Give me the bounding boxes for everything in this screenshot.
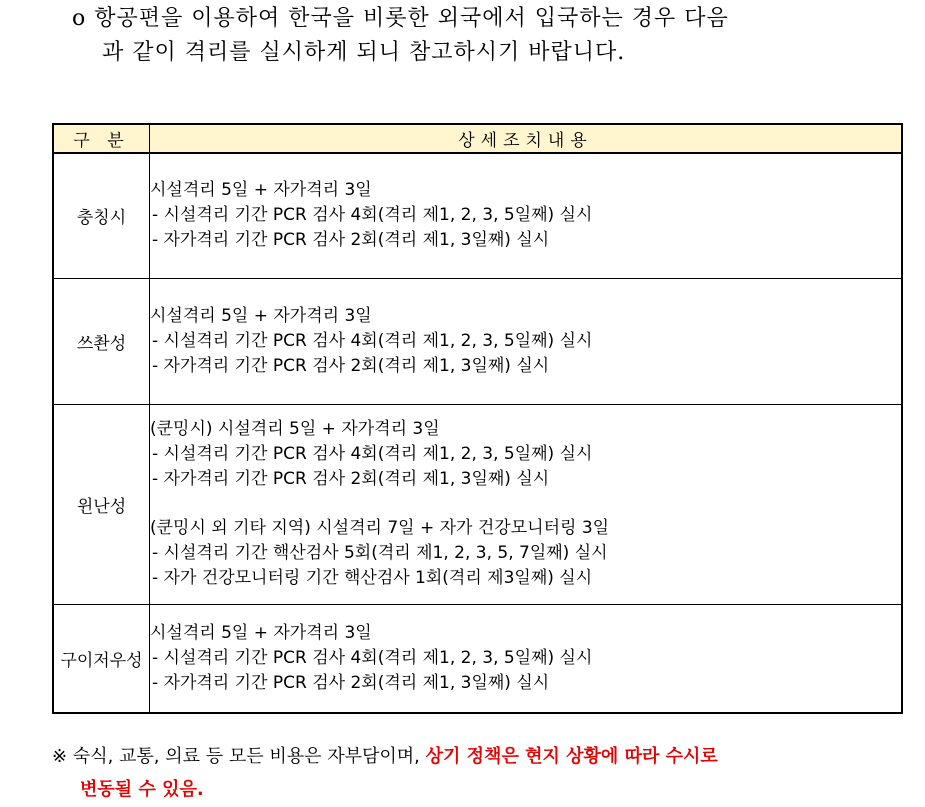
policy-item: - 시설격리 기간 PCR 검사 4회(격리 제1, 2, 3, 5일째) 실시 (152, 330, 593, 351)
quarantine-policy-table (52, 123, 903, 714)
detail-cell (150, 404, 903, 604)
notice-highlight-line-2: 변동될 수 있음. (80, 779, 204, 800)
intro-line-1: o 항공편을 이용하여 한국을 비롯한 외국에서 입국하는 경우 다음 (72, 6, 729, 31)
region-cell: 윈난성 (53, 404, 150, 604)
policy-title: 시설격리 5일 + 자가격리 3일 (150, 622, 372, 643)
table-header-row (53, 124, 902, 153)
policy-item: - 자가격리 기간 PCR 검사 2회(격리 제1, 3일째) 실시 (152, 355, 550, 376)
region-cell: 구이저우성 (53, 604, 150, 713)
policy-title: 시설격리 5일 + 자가격리 3일 (150, 180, 372, 201)
policy-item: - 자가격리 기간 PCR 검사 2회(격리 제1, 3일째) 실시 (152, 469, 550, 489)
policy-item: - 자가 건강모니터링 기간 핵산검사 1회(격리 제3일째) 실시 (152, 568, 593, 588)
policy-item: - 시설격리 기간 PCR 검사 4회(격리 제1, 2, 3, 5일째) 실시 (152, 205, 593, 226)
region-cell: 쓰촨성 (53, 278, 150, 404)
table-row (53, 278, 902, 404)
policy-block (150, 417, 901, 492)
detail-cell (150, 604, 903, 713)
notice-plain-text: ※ 숙식, 교통, 의료 등 모든 비용은 자부담이며, (52, 746, 426, 767)
detail-cell (150, 153, 903, 278)
intro-line-2: 과 같이 격리를 실시하게 되니 참고하시기 바랍니다. (102, 40, 626, 65)
policy-title: 시설격리 5일 + 자가격리 3일 (150, 305, 372, 326)
policy-block (150, 178, 901, 253)
region-cell: 충칭시 (53, 153, 150, 278)
table-row (53, 153, 902, 278)
policy-item: - 자가격리 기간 PCR 검사 2회(격리 제1, 3일째) 실시 (152, 230, 550, 251)
policy-item: - 시설격리 기간 PCR 검사 4회(격리 제1, 2, 3, 5일째) 실시 (152, 647, 593, 668)
policy-block (150, 516, 901, 591)
policy-item: - 시설격리 기간 핵산검사 5회(격리 제1, 2, 3, 5, 7일째) 실시 (152, 543, 608, 563)
header-detail: 상세조치내용 (150, 124, 903, 153)
table-row (53, 604, 902, 713)
policy-item: - 자가격리 기간 PCR 검사 2회(격리 제1, 3일째) 실시 (152, 672, 550, 693)
policy-title: (쿤밍시 외 기타 지역) 시설격리 7일 + 자가 건강모니터링 3일 (150, 518, 610, 538)
notice-highlight-text: 상기 정책은 현지 상황에 따라 수시로 (425, 746, 718, 767)
table-row (53, 404, 902, 604)
header-region: 구 분 (53, 124, 150, 153)
intro-paragraph (72, 2, 912, 70)
policy-title: (쿤밍시) 시설격리 5일 + 자가격리 3일 (150, 419, 440, 439)
cost-notice (52, 740, 912, 806)
policy-block (150, 304, 901, 379)
policy-item: - 시설격리 기간 PCR 검사 4회(격리 제1, 2, 3, 5일째) 실시 (152, 444, 593, 464)
notice-line-1 (52, 740, 912, 773)
policy-block (150, 621, 901, 696)
detail-cell (150, 278, 903, 404)
